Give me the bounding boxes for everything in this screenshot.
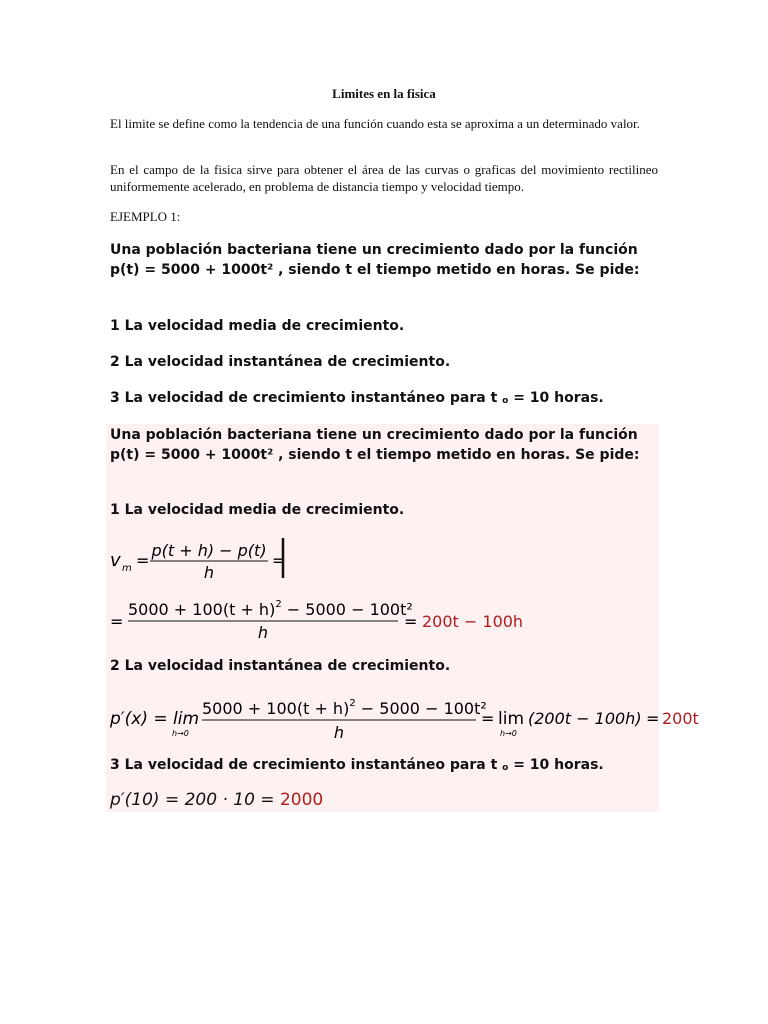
svg-text:=: = xyxy=(136,551,150,570)
fraction3-denominator: h xyxy=(333,723,345,742)
paragraph-physics: En el campo de la fisica sirve para obtener el área de las curvas o graficas del movimiento rectilineo uniformemente acelerado, en problema de distancia tiempo y velocidad tiempo. xyxy=(110,162,658,194)
solution-question-1: 1 La velocidad media de crecimiento. xyxy=(110,502,405,518)
average-velocity-formula xyxy=(106,528,666,650)
derivative-lhs: p′(x) = lim xyxy=(110,709,200,729)
question-2: 2 La velocidad instantánea de crecimiento. xyxy=(110,354,451,370)
solution-question-2: 2 La velocidad instantánea de crecimiento. xyxy=(110,658,451,674)
paragraph-definition: El limite se define como la tendencia de una función cuando esta se aproxima a un determinado valor. xyxy=(110,116,640,131)
svg-text:=: = xyxy=(481,709,495,728)
average-velocity-result: 200t − 100h xyxy=(422,612,524,631)
limit-expression: (200t − 100h) xyxy=(528,709,642,728)
solution-problem-statement: Una población bacteriana tiene un crecimiento dado por la función p(t) = 5000 + 1000t² , siendo t el tiempo metido en horas. Se pide: xyxy=(110,427,640,463)
value-at-10-formula: p′(10) = 200 · 10 = 2000 xyxy=(110,790,324,810)
fraction3-numerator: $5000 + 100(t + h)^2 - 5000 - 100t^2$ xyxy=(202,698,487,718)
limit-subscript-1: h→0 xyxy=(172,729,189,738)
problem-statement: Una población bacteriana tiene un crecimiento dado por la función p(t) = 5000 + 1000t² , siendo t el tiempo metido en horas. Se pide: xyxy=(110,242,640,278)
svg-text:lim: lim xyxy=(498,709,525,729)
fraction2-numerator: $5000 + 100(t + h)^2 - 5000 - 100t^2$ xyxy=(128,599,413,619)
instantaneous-velocity-formula xyxy=(106,688,706,746)
instantaneous-velocity-result: 200t xyxy=(662,709,699,728)
svg-text:=: = xyxy=(272,551,286,570)
value-at-10-result: 2000 xyxy=(279,790,324,810)
fraction1-denominator: h xyxy=(203,563,215,582)
svg-text:=: = xyxy=(646,709,660,728)
example-label: EJEMPLO 1: xyxy=(110,209,181,224)
fraction2-denominator: h xyxy=(257,623,269,642)
question-3: 3 La velocidad de crecimiento instantáneo para t o = 10 horas. xyxy=(110,390,604,406)
vm-subscript: m xyxy=(122,563,132,574)
svg-text:=: = xyxy=(404,612,418,631)
limit-subscript-2: h→0 xyxy=(500,729,517,738)
fraction1-numerator: p(t + h) − p(t) xyxy=(151,541,267,560)
question-1: 1 La velocidad media de crecimiento. xyxy=(110,318,405,334)
vm-symbol: v xyxy=(110,550,121,571)
page-title: Limites en la fisica xyxy=(332,86,436,101)
svg-text:=: = xyxy=(110,612,124,631)
solution-question-3: 3 La velocidad de crecimiento instantáneo para t o = 10 horas. xyxy=(110,757,604,773)
